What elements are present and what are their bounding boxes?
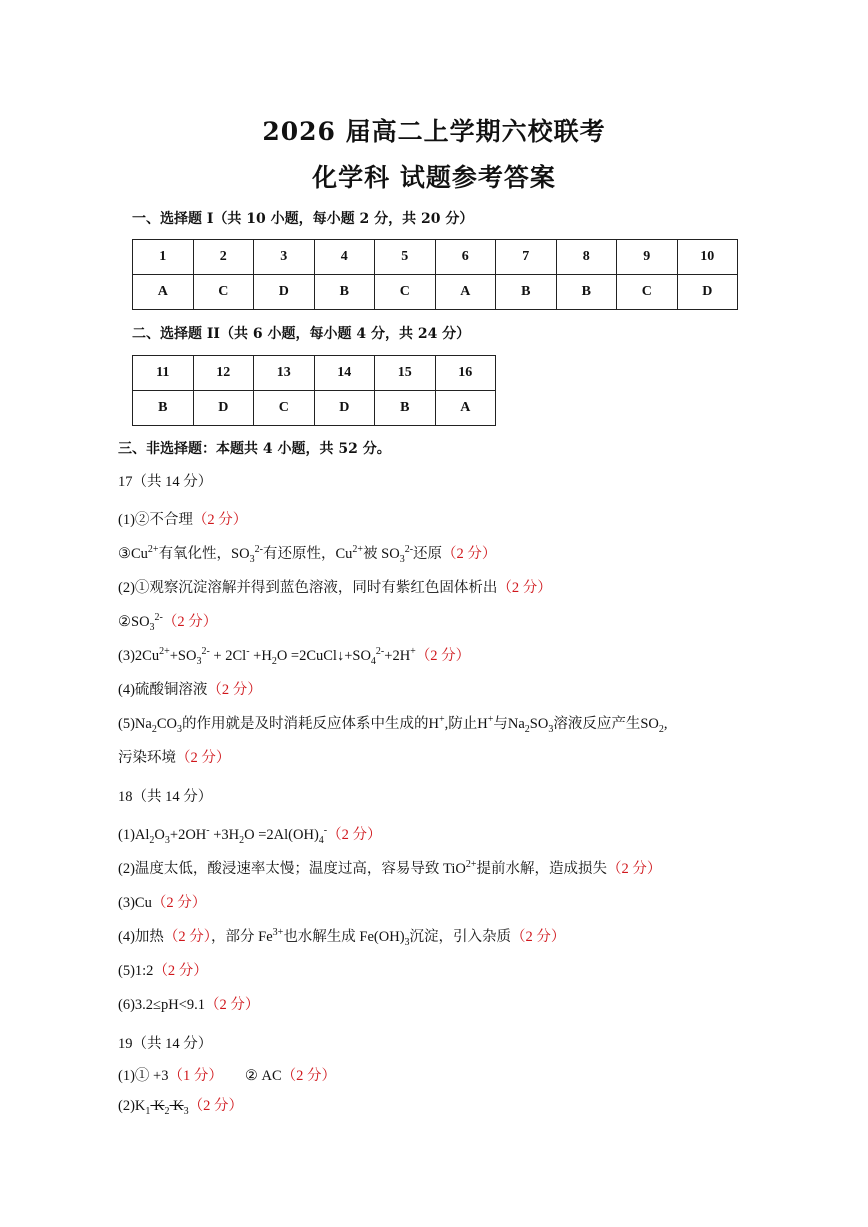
table-cell: 16 [435, 356, 496, 391]
score-label: （2 分） [497, 580, 552, 596]
score-label: （2 分） [327, 827, 382, 843]
score-label: （2 分） [151, 895, 207, 911]
q18-line5: (5)1:2（2 分） [118, 963, 208, 979]
score-label: （2 分） [607, 861, 662, 877]
table-cell: 2 [193, 240, 254, 275]
page-subtitle: 化学科 试题参考答案 [312, 163, 556, 192]
table-cell: C [254, 391, 315, 426]
q18-line6: (6)3.2≤pH<9.1（2 分） [118, 997, 260, 1013]
table-cell: 1 [133, 240, 194, 275]
table-cell: D [677, 275, 738, 310]
score-label: （2 分） [162, 614, 218, 630]
table-cell: 9 [617, 240, 678, 275]
q17-line8: 污染环境（2 分） [118, 750, 231, 766]
table-cell: A [435, 391, 496, 426]
table-cell: 8 [556, 240, 617, 275]
table-cell: 3 [254, 240, 315, 275]
table-cell: A [435, 275, 496, 310]
table-cell: D [254, 275, 315, 310]
score-label: （2 分） [207, 682, 262, 698]
q19-header: 19（共 14 分） [118, 1036, 213, 1052]
q17-line2: $③Cu^{2+}$有氧化性，$SO_3^{2-}$有还原性，$Cu^{2+}$被 $SO_3^{2-}$还原（2 分） [118, 544, 497, 565]
score-label: （2 分） [442, 546, 497, 562]
table-cell: 15 [375, 356, 436, 391]
table-cell: 5 [375, 240, 436, 275]
score-label: （2 分） [415, 648, 471, 664]
q19-line1: (1)① +3（1 分） ② AC（2 分） [118, 1068, 336, 1084]
table-cell: B [496, 275, 557, 310]
table-row-numbers [133, 240, 738, 275]
table-cell: 13 [254, 356, 315, 391]
q18-line3: (3)Cu（2 分） [118, 895, 207, 911]
section3-heading: 三、非选择题：本题共 4 小题，共 52 分。 [118, 441, 391, 457]
table-cell: 6 [435, 240, 496, 275]
table-cell: 11 [133, 356, 194, 391]
q17-line5: $(3)2Cu^{2+}+SO_3^{2-} + 2Cl^- +H_2O$ $=2CuCl↓+SO_4^{2-}+2H^+(2$ 分） [118, 646, 471, 667]
page-title: 2026 届高二上学期六校联考 [262, 117, 606, 146]
q19-line2: $(2)K_1$ $K_2$ $K_3(2$ 分） [118, 1098, 243, 1117]
table-cell: D [314, 391, 375, 426]
q18-line1: $(1)Al_2O_3+2OH^- +3H_2O =2Al(OH)_4^-(2$ 分） [118, 825, 382, 846]
table-cell: 14 [314, 356, 375, 391]
table-cell: B [375, 391, 436, 426]
q18-header: 18（共 14 分） [118, 789, 213, 805]
score-label: （1 分） [168, 1068, 223, 1084]
score-label: （2 分） [153, 963, 208, 979]
table-row-answers [133, 275, 738, 310]
table-cell: 12 [193, 356, 254, 391]
section1-answer-table [132, 239, 738, 310]
score-label: （2 分） [511, 929, 566, 945]
table-cell: D [193, 391, 254, 426]
table-cell: 4 [314, 240, 375, 275]
table-cell: C [617, 275, 678, 310]
score-label: （2 分） [176, 750, 231, 766]
q18-line4: (4)加热（2 分），部分 $Fe^{3+}$也水解生成 $Fe(OH)_3$沉淀，引入杂质（2 分） [118, 927, 566, 948]
q17-line6: (4)硫酸铜溶液（2 分） [118, 682, 262, 698]
q17-line7: $(5)Na_2CO_3$的作用就是及时消耗反应体系中生成的H+,防止H+与$Na_2SO_3$溶液反应产生$SO_2$, [118, 714, 668, 735]
score-label: （2 分） [281, 1068, 336, 1084]
table-cell: C [375, 275, 436, 310]
table-row-numbers [133, 356, 496, 391]
q17-line3: (2)①观察沉淀溶解并得到蓝色溶液，同时有紫红色固体析出（2 分） [118, 580, 552, 596]
table-row-answers [133, 391, 496, 426]
table-cell: C [193, 275, 254, 310]
table-cell: A [133, 275, 194, 310]
score-label: （2 分） [163, 929, 212, 945]
q18-line2: (2)温度太低，酸浸速率太慢；温度过高，容易导致 TiO$^{2+}$提前水解，造成损失（2 分） [118, 859, 662, 877]
score-label: （2 分） [192, 512, 248, 528]
score-label: （2 分） [188, 1098, 243, 1114]
table-cell: 7 [496, 240, 557, 275]
section2-answer-table [132, 355, 496, 426]
section2-heading: 二、选择题 II（共 6 小题，每小题 4 分，共 24 分） [132, 326, 471, 342]
table-cell: B [314, 275, 375, 310]
section1-heading: 一、选择题 I（共 10 小题，每小题 2 分，共 20 分） [132, 211, 474, 227]
table-cell: B [133, 391, 194, 426]
table-cell: B [556, 275, 617, 310]
table-cell: 10 [677, 240, 738, 275]
score-label: （2 分） [205, 997, 260, 1013]
q17-header: 17（共 14 分） [118, 474, 213, 490]
q17-line4: $②SO_3^{2-}(2$ 分） [118, 612, 218, 633]
q17-line1: (1)②不合理（2 分） [118, 512, 248, 528]
